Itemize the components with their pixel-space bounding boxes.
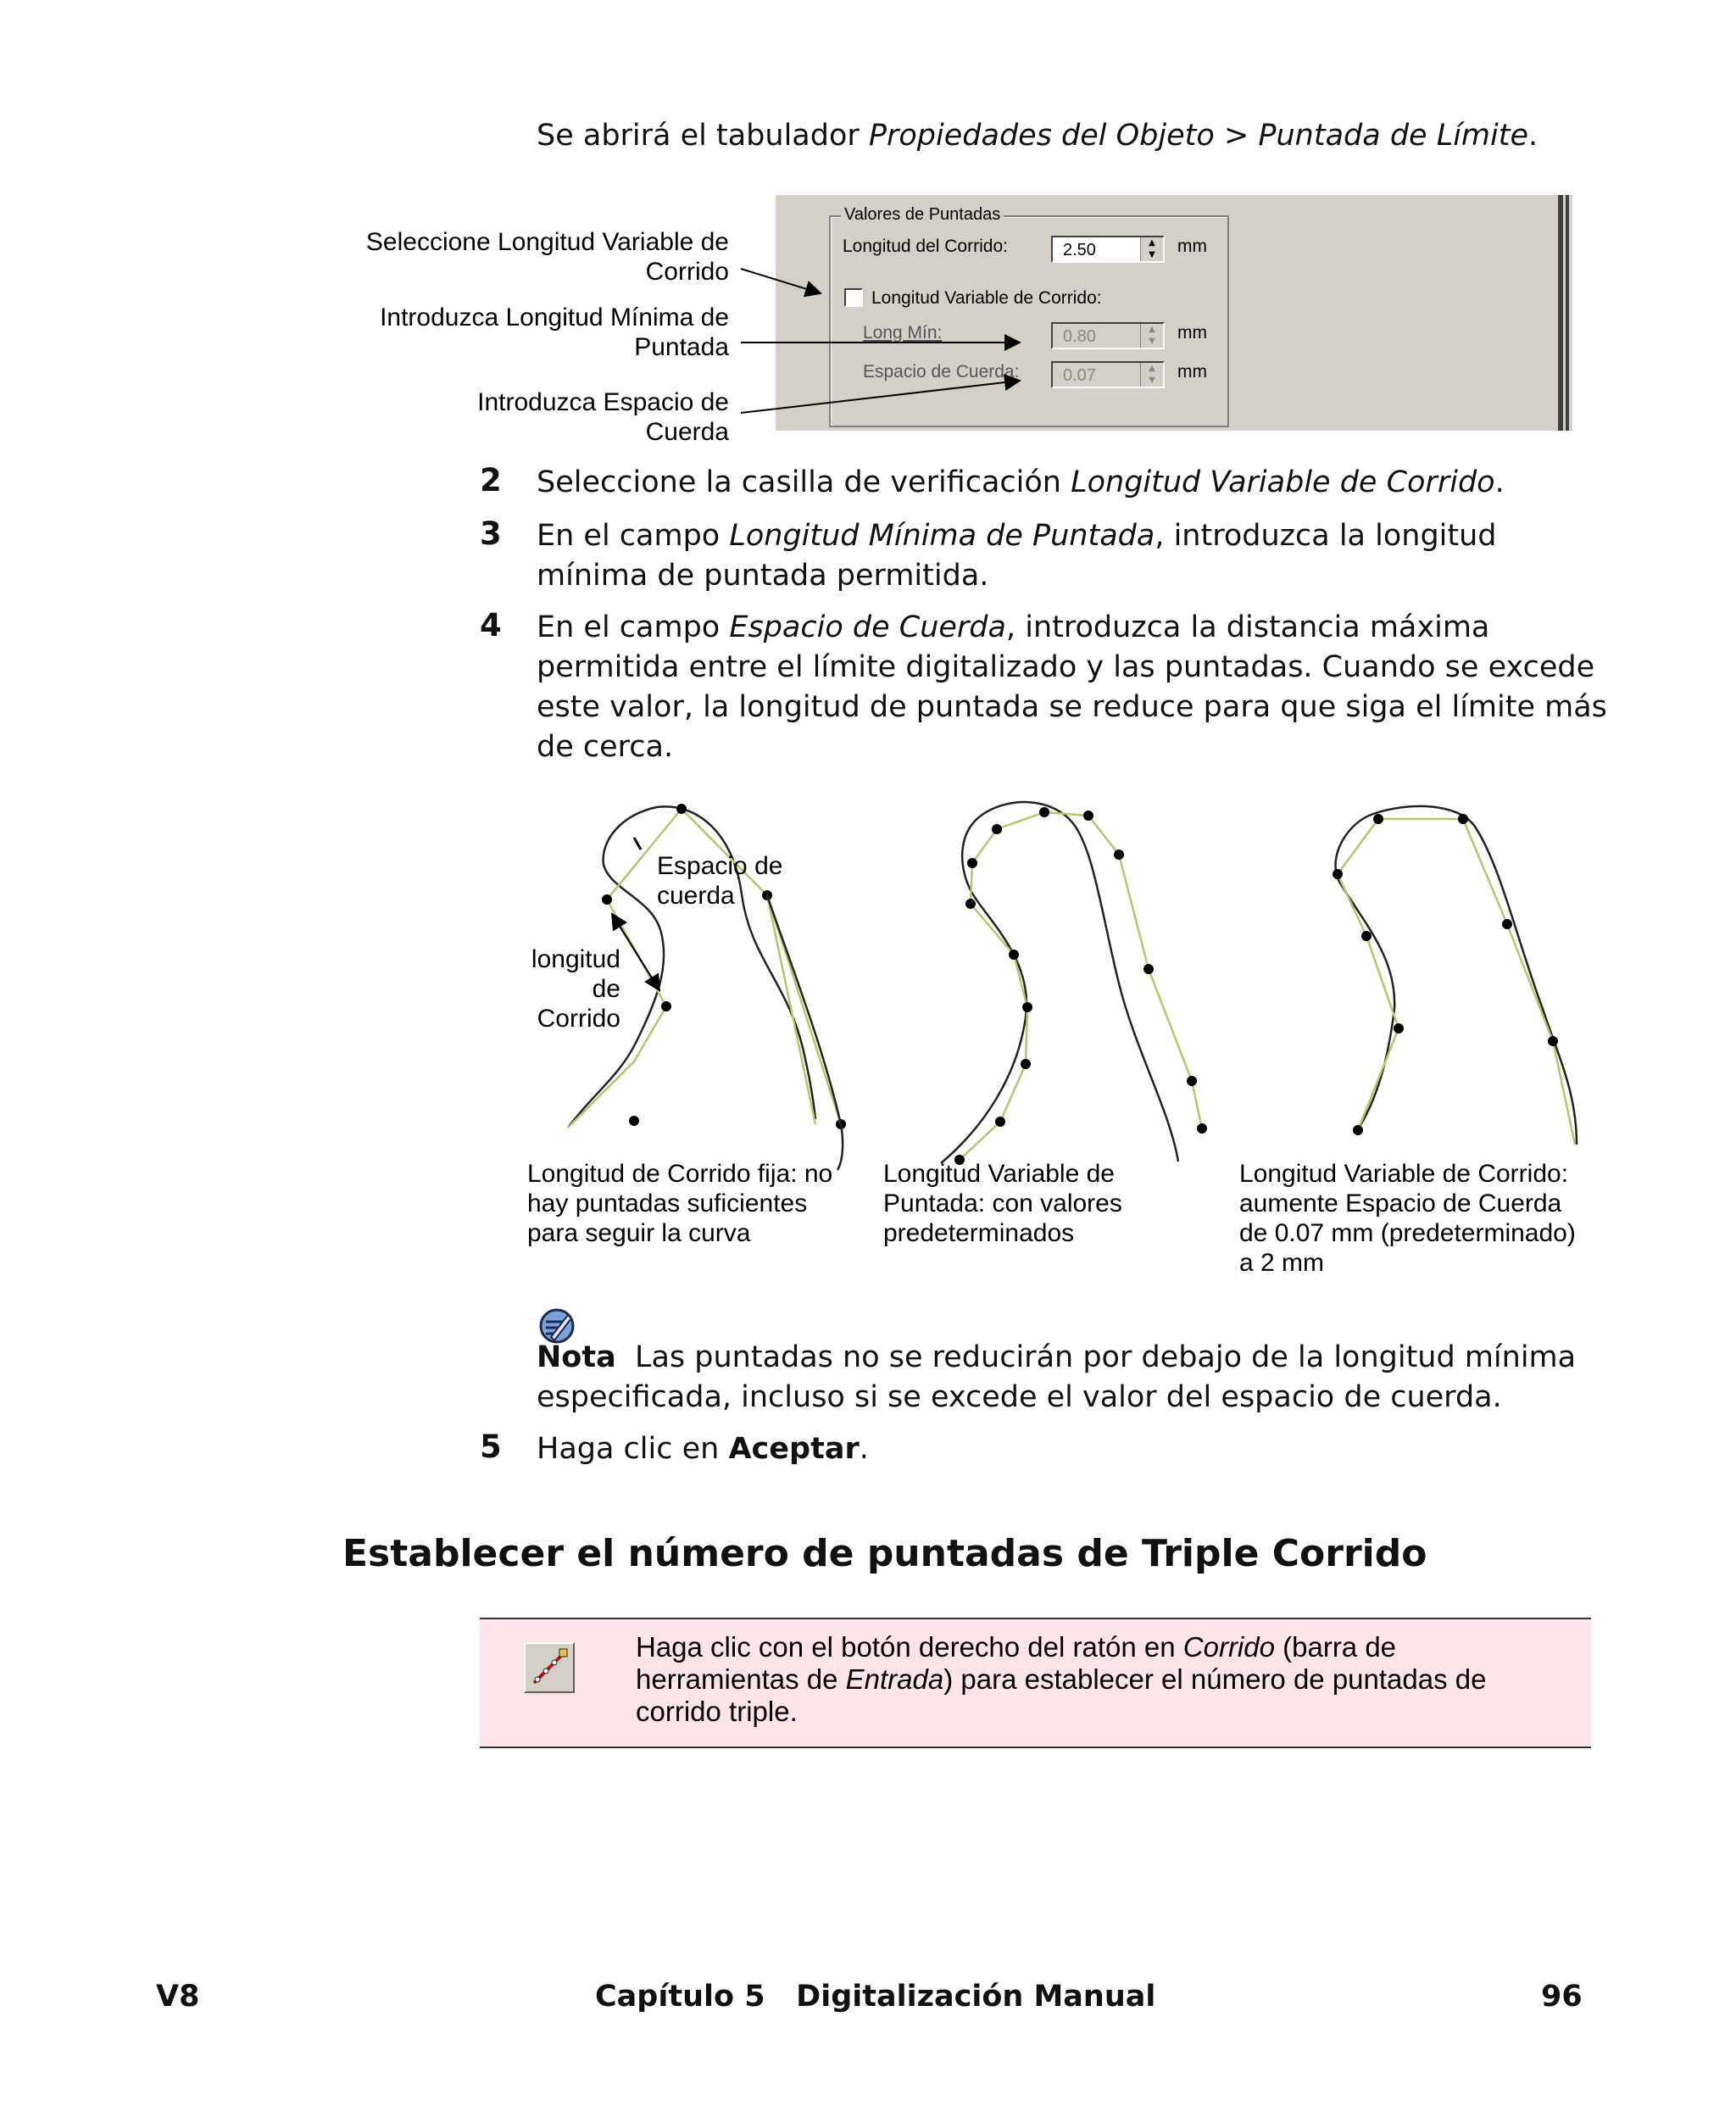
step-number: 2	[480, 462, 502, 499]
stitch-point	[1039, 807, 1049, 817]
caption-default	[883, 1159, 1122, 1248]
callout-line: Corrido	[645, 258, 729, 286]
label-line: cuerda	[657, 882, 735, 910]
stitch-point	[1143, 964, 1154, 974]
intro-path-object-properties: Propiedades del Objeto	[868, 119, 1215, 153]
spin-up-icon[interactable]: ▲	[1149, 238, 1155, 248]
stitch-point	[1114, 850, 1124, 860]
caption-line: para seguir la curva	[527, 1219, 751, 1247]
stitch-point	[1022, 1002, 1032, 1012]
stitch-point	[995, 1117, 1005, 1127]
arrow-select	[741, 269, 821, 293]
step-3-text	[537, 516, 1497, 596]
stitch-point	[965, 899, 976, 909]
caption-line: aumente Espacio de Cuerda	[1239, 1189, 1562, 1217]
step-emphasis: Longitud Variable de Corrido	[1071, 465, 1495, 499]
caption-line: Puntada: con valores	[883, 1189, 1122, 1217]
callout-arrows	[0, 0, 1736, 475]
step-text: En el campo	[537, 519, 730, 553]
stitch-point	[1548, 1036, 1558, 1046]
caption-fixed	[527, 1159, 832, 1248]
step-emphasis: Longitud Mínima de Puntada	[729, 519, 1155, 553]
caption-line: predeterminados	[883, 1219, 1075, 1247]
tip-line: corrido triple.	[636, 1696, 798, 1727]
stitch-point	[1502, 919, 1512, 929]
stitch-point	[1458, 814, 1468, 824]
step-text: , introduzca la distancia máxima	[1005, 610, 1490, 644]
tip-line: Haga clic con el botón derecho del ratón en	[636, 1631, 1183, 1663]
note-line: especificada, incluso si se excede el valor del espacio de cuerda.	[537, 1380, 1502, 1414]
chord-gap-value: 0.07	[1063, 366, 1096, 385]
spin-up-icon[interactable]: ▲	[1149, 325, 1155, 334]
label-chord-gap	[657, 851, 782, 911]
run-length-unit: mm	[1177, 237, 1207, 256]
tip-text	[636, 1631, 1486, 1728]
step-text: .	[1494, 465, 1505, 499]
stitch-point	[676, 804, 687, 814]
run-tool-button[interactable]	[524, 1642, 575, 1693]
tip-toolbar-name: Entrada	[845, 1663, 944, 1695]
stitch-point	[629, 1116, 639, 1126]
spin-down-icon[interactable]: ▼	[1149, 337, 1155, 346]
caption-line: Longitud de Corrido fija: no	[527, 1160, 833, 1188]
caption-increased	[1239, 1159, 1576, 1278]
chord-gap-label: Espacio de Cuerda:	[863, 362, 1020, 382]
arrow-chord	[741, 381, 1020, 413]
stitch-comparison-figure	[509, 788, 1611, 1187]
callout-line: Cuerda	[645, 418, 729, 446]
callout-line: Seleccione Longitud Variable de	[365, 228, 729, 256]
stitch-point	[1083, 811, 1093, 821]
run-length-value: 2.50	[1063, 241, 1096, 259]
step-text: Haga clic en	[537, 1432, 729, 1466]
intro-path-boundary-stitch: Puntada de Límite	[1258, 119, 1528, 153]
tip-tool-name: Corrido	[1182, 1631, 1275, 1663]
stitch-point	[1361, 931, 1372, 941]
step-text: permitida entre el límite digitalizado y las puntadas. Cuando se excede	[537, 650, 1595, 684]
stitch-point	[1009, 950, 1019, 960]
chord-gap-mark	[634, 838, 641, 850]
step-number: 4	[480, 607, 502, 643]
tip-line: ) para establecer el número de puntadas de	[943, 1663, 1487, 1695]
footer-chapter: Capítulo 5 Digitalización Manual	[595, 1980, 1156, 2014]
callout-line: Introduzca Longitud Mínima de	[380, 304, 729, 331]
caption-line: a 2 mm	[1239, 1249, 1325, 1277]
stitch-line-default	[960, 812, 1202, 1160]
tip-line: (barra de	[1274, 1631, 1397, 1663]
step-text: .	[859, 1432, 869, 1466]
callout-line: Introduzca Espacio de	[477, 388, 729, 416]
section-heading: Establecer el número de puntadas de Triple Corrido	[342, 1532, 1427, 1575]
ok-button-reference: Aceptar	[728, 1432, 860, 1466]
callout-line: Puntada	[634, 333, 729, 361]
step-number: 3	[480, 515, 502, 552]
intro-period: .	[1528, 119, 1538, 153]
step-4-text	[537, 608, 1607, 767]
step-5-text	[537, 1429, 869, 1469]
caption-line: Longitud Variable de	[883, 1160, 1115, 1188]
min-length-unit: mm	[1177, 323, 1207, 343]
note-line: Las puntadas no se reducirán por debajo de la longitud mínima	[634, 1340, 1577, 1374]
caption-line: hay puntadas suficientes	[527, 1189, 808, 1217]
footer-page-number: 96	[1541, 1980, 1583, 2014]
run-stitch-icon	[526, 1644, 573, 1691]
label-run-length	[509, 944, 620, 1033]
stitch-point	[1373, 814, 1383, 824]
min-length-label: Long Mín:	[863, 323, 943, 343]
run-length-label: Longitud del Corrido:	[843, 237, 1008, 256]
step-text: , introduzca la longitud	[1155, 519, 1497, 553]
stitch-line-increased	[1338, 819, 1575, 1145]
spin-down-icon[interactable]: ▼	[1149, 250, 1155, 259]
tip-line: herramientas de	[636, 1663, 846, 1695]
label-line: de	[592, 975, 620, 1003]
stitch-point	[967, 858, 977, 868]
stitch-point	[992, 824, 1002, 834]
step-text: En el campo	[537, 610, 730, 644]
step-text: este valor, la longitud de puntada se reduce para que siga el límite más	[537, 690, 1607, 724]
footer-version: V8	[156, 1980, 200, 2014]
intro-separator: >	[1214, 119, 1259, 153]
label-line: longitud	[531, 945, 620, 973]
step-2-text	[537, 463, 1505, 503]
min-length-value: 0.80	[1063, 327, 1096, 346]
boundary-curve-fixed-right	[767, 895, 843, 1170]
stitch-point	[1394, 1023, 1404, 1033]
stitch-point	[1333, 869, 1343, 879]
spin-down-icon[interactable]: ▼	[1149, 376, 1155, 385]
stitch-point	[602, 894, 612, 905]
step-emphasis: Espacio de Cuerda	[729, 610, 1006, 644]
variable-run-length-label: Longitud Variable de Corrido:	[871, 288, 1102, 308]
step-text: de cerca.	[537, 730, 674, 764]
chord-gap-unit: mm	[1177, 362, 1207, 382]
stitch-point	[1197, 1123, 1207, 1134]
group-title: Valores de Puntadas	[841, 205, 1004, 225]
caption-line: Longitud Variable de Corrido:	[1239, 1160, 1569, 1188]
stitch-point	[1353, 1125, 1363, 1135]
step-text: Seleccione la casilla de verificación	[537, 465, 1071, 499]
label-line: Corrido	[537, 1005, 620, 1033]
stitch-point	[1021, 1059, 1031, 1069]
note-text	[537, 1338, 1576, 1418]
spin-up-icon[interactable]: ▲	[1149, 364, 1155, 373]
stitch-point	[661, 1001, 671, 1011]
caption-line: de 0.07 mm (predeterminado)	[1239, 1219, 1576, 1247]
stitch-point	[1187, 1076, 1197, 1086]
step-text: mínima de puntada permitida.	[537, 559, 989, 593]
intro-text: Se abrirá el tabulador	[537, 119, 869, 153]
note-label: Nota	[537, 1340, 616, 1374]
label-line: Espacio de	[657, 852, 783, 880]
step-number: 5	[480, 1429, 502, 1465]
note-spacer	[616, 1340, 635, 1374]
